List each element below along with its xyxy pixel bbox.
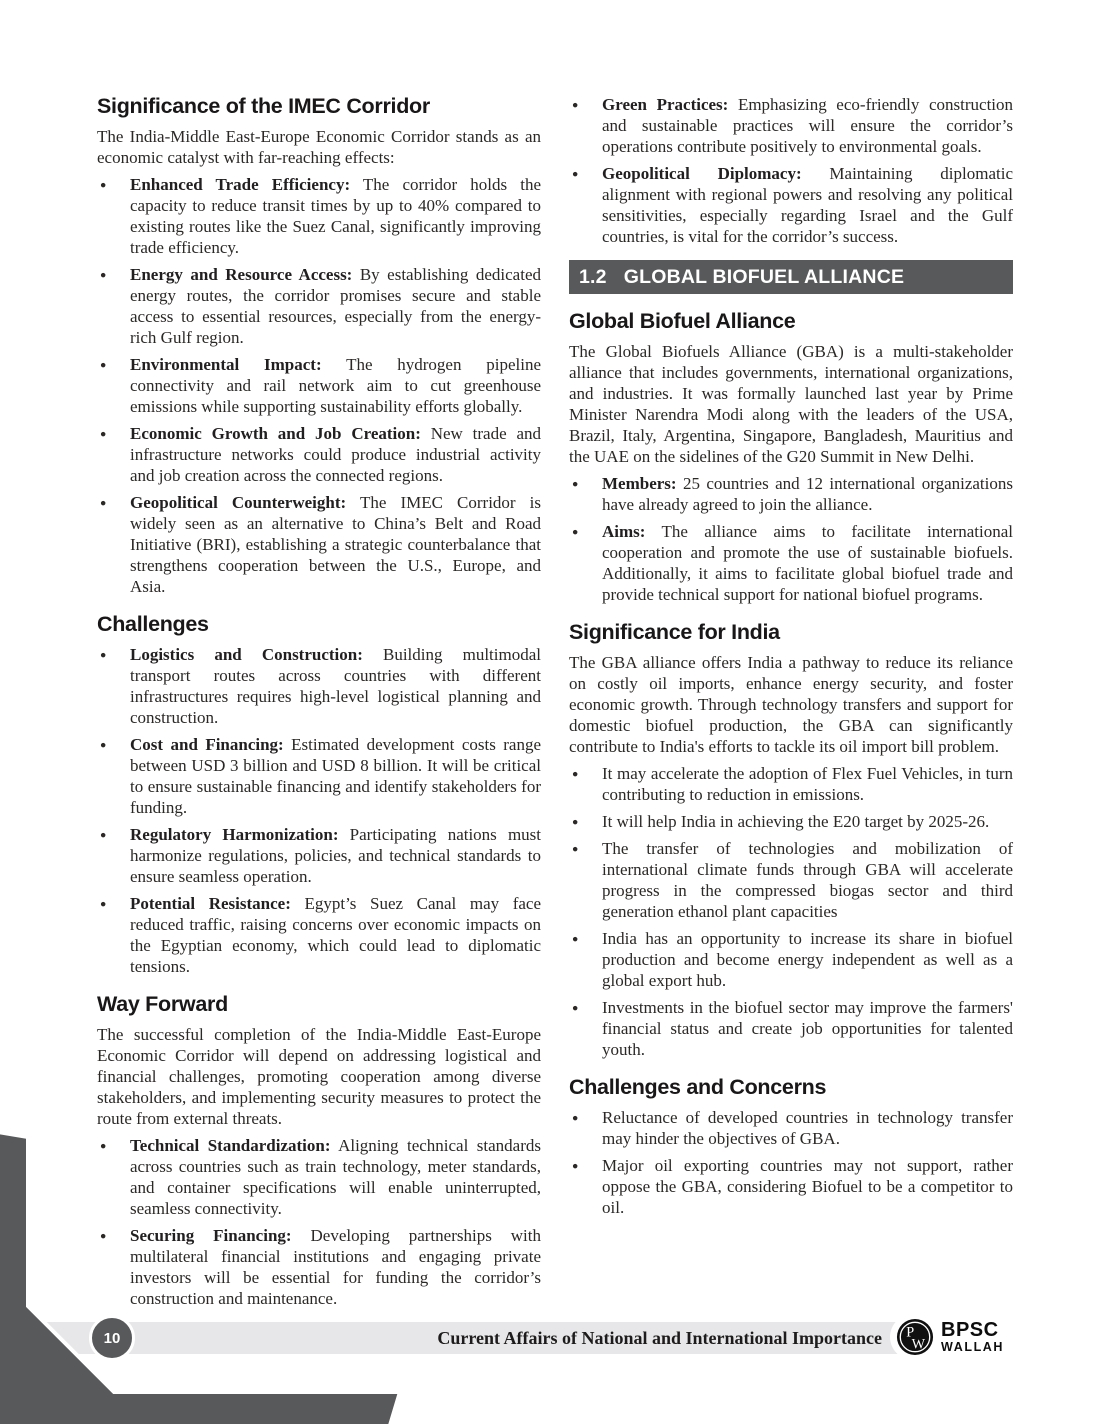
bullet-text: Aligning technical standards across countries such as train technology, meter standards, and container specifications will enable uninterrupted, seamless connectivity. <box>130 1136 541 1218</box>
bullet-text: Emphasizing eco-friendly construction and sustainable practices will ensure the corridor’s operations contribute positively to environmental goals. <box>602 95 1014 156</box>
list-item-logistics-construction <box>97 644 541 728</box>
bullet-icon: ● <box>572 1003 579 1014</box>
bullet-icon: ● <box>100 429 107 440</box>
list-item-environmental-impact <box>97 354 541 417</box>
bullet-icon: ● <box>572 169 579 180</box>
list-item-potential-resistance <box>97 893 541 977</box>
bullet-lead: Energy and Resource Access: <box>130 265 353 284</box>
pw-monogram-icon <box>896 1318 934 1356</box>
concerns-list <box>569 1107 1013 1218</box>
list-item-cost-financing <box>97 734 541 818</box>
bullet-icon: ● <box>572 769 579 780</box>
corner-ribbon-decoration <box>0 1124 410 1424</box>
heading-challenges: Challenges <box>97 612 209 636</box>
section-title: GLOBAL BIOFUEL ALLIANCE <box>623 265 905 288</box>
monogram-letter-p: P <box>906 1324 915 1341</box>
bullet-text: By establishing dedicated energy routes, the corridor promises secure and stable access to essential resources, especially from the energy-rich Gulf region. <box>130 265 541 347</box>
gba-list <box>569 473 1013 605</box>
bullet-lead: Logistics and Construction: <box>130 645 363 664</box>
bullet-text: The IMEC Corridor is widely seen as an alternative to China’s Belt and Road Initiative (BRI), establishing a strategic counterbalance that strengthens cooperation between the U.S., Europe, and Asia. <box>130 493 541 596</box>
challenges-list <box>97 644 541 977</box>
list-item-technology-transfer <box>569 838 1013 922</box>
bullet-lead: Potential Resistance: <box>130 894 291 913</box>
bullet-text: Building multimodal transport routes across countries with different infrastructures requires high-level logistical planning and construction. <box>130 645 541 727</box>
page-number: 10 <box>103 1329 121 1347</box>
bullet-lead: Cost and Financing: <box>130 735 284 754</box>
brand-name <box>941 1320 1004 1354</box>
list-item-oil-exporters <box>569 1155 1013 1218</box>
bullet-lead: Geopolitical Counterweight: <box>130 493 347 512</box>
section-number: 1.2 <box>579 265 607 288</box>
bullet-text: Developing partnerships with multilateral financial institutions and engaging private investors will be essential for funding the corridor’s construction and maintenance. <box>130 1226 541 1308</box>
brand-name-line1: BPSC <box>941 1319 999 1342</box>
list-item-geopolitical-diplomacy <box>569 163 1013 247</box>
bullet-icon: ● <box>100 180 107 191</box>
monogram-letter-w: W <box>911 1336 926 1353</box>
imec-extra-list <box>569 94 1013 247</box>
significance-list <box>97 174 541 597</box>
bullet-icon: ● <box>572 527 579 538</box>
heading-significance-imec: Significance of the IMEC Corridor <box>97 94 430 118</box>
list-item-technology-reluctance <box>569 1107 1013 1149</box>
bullet-icon: ● <box>572 479 579 490</box>
list-item-regulatory-harmonization <box>97 824 541 887</box>
bullet-text: New trade and infrastructure networks could produce industrial activity and job creation across the connected regions. <box>130 424 542 485</box>
imec-intro-paragraph: The India-Middle East-Europe Economic Corridor stands as an economic catalyst with far-reaching effects: <box>97 127 541 167</box>
bullet-lead: Aims: <box>602 522 646 541</box>
brand-name-line2: WALLAH <box>941 1340 1005 1355</box>
bullet-text: The transfer of technologies and mobilization of international climate funds through GBA will accelerate progress in the compressed biogas sector and third generation ethanol plant capacities <box>602 839 1013 921</box>
bullet-icon: ● <box>100 360 107 371</box>
bullet-text: 25 countries and 12 international organizations have already agreed to join the alliance. <box>602 474 1013 514</box>
bullet-icon: ● <box>572 100 579 111</box>
brand-logo <box>890 1314 1028 1360</box>
section-banner-global-biofuel-alliance <box>569 260 1013 294</box>
bullet-icon: ● <box>100 899 107 910</box>
heading-global-biofuel-alliance: Global Biofuel Alliance <box>569 309 796 333</box>
bullet-text: It will help India in achieving the E20 target by 2025-26. <box>602 812 990 831</box>
bullet-text: Reluctance of developed countries in technology transfer may hinder the objectives of GBA. <box>602 1108 1013 1148</box>
gba-paragraph: The Global Biofuels Alliance (GBA) is a multi-stakeholder alliance that includes governments, international organizations, and industries. It was formally launched last year by Prime Minister Narendra Modi along with the leaders of the USA, Brazil, Italy, Argentina, Singapore, Bangladesh, Mauritius and the UAE on the sidelines of the G20 Summit in New Delhi. <box>569 342 1013 466</box>
heading-significance-for-india: Significance for India <box>569 620 780 644</box>
page-number-badge <box>89 1315 135 1361</box>
bullet-text: It may accelerate the adoption of Flex Fuel Vehicles, in turn contributing to reduction in emissions. <box>602 764 1013 804</box>
bullet-icon: ● <box>100 498 107 509</box>
bullet-icon: ● <box>100 1231 107 1242</box>
list-item-flex-fuel <box>569 763 1013 805</box>
bullet-icon: ● <box>100 740 107 751</box>
list-item-members <box>569 473 1013 515</box>
list-item-biofuel-share <box>569 928 1013 991</box>
list-item-green-practices <box>569 94 1013 157</box>
list-item-biofuel-investments <box>569 997 1013 1060</box>
bullet-text: The corridor holds the capacity to reduce transit times by up to 40% compared to existing routes like the Suez Canal, significantly improving trade efficiency. <box>130 175 541 257</box>
bullet-icon: ● <box>100 270 107 281</box>
bullet-text: Maintaining diplomatic alignment with regional powers and resolving any political sensitivities, especially regarding Israel and the Gulf countries, is vital for the corridor’s success. <box>602 164 1013 246</box>
bullet-icon: ● <box>572 1161 579 1172</box>
bullet-lead: Environmental Impact: <box>130 355 322 374</box>
bullet-lead: Enhanced Trade Efficiency: <box>130 175 351 194</box>
bullet-text: India has an opportunity to increase its share in biofuel production and become energy independent as well as a global export hub. <box>602 929 1013 990</box>
bullet-text: Estimated development costs range between USD 3 billion and USD 8 billion. It will be critical to ensure sustainable financing and identify stakeholders for funding. <box>130 735 542 817</box>
list-item-economic-growth-job-creation <box>97 423 541 486</box>
bullet-icon: ● <box>572 817 579 828</box>
heading-way-forward: Way Forward <box>97 992 228 1016</box>
bullet-icon: ● <box>572 844 579 855</box>
bullet-lead: Green Practices: <box>602 95 729 114</box>
bullet-icon: ● <box>572 1113 579 1124</box>
bullet-lead: Regulatory Harmonization: <box>130 825 339 844</box>
list-item-geopolitical-counterweight <box>97 492 541 597</box>
bullet-lead: Members: <box>602 474 677 493</box>
bullet-lead: Securing Financing: <box>130 1226 292 1245</box>
bullet-text: Egypt’s Suez Canal may face reduced traffic, raising concerns over economic impacts on the Egyptian economy, which could lead to diplomatic tensions. <box>130 894 541 976</box>
bullet-icon: ● <box>100 1141 107 1152</box>
list-item-enhanced-trade-efficiency <box>97 174 541 258</box>
bullet-lead: Geopolitical Diplomacy: <box>602 164 802 183</box>
india-benefits-list <box>569 763 1013 1060</box>
list-item-aims <box>569 521 1013 605</box>
bullet-lead: Economic Growth and Job Creation: <box>130 424 421 443</box>
bullet-text: The hydrogen pipeline connectivity and rail network aim to cut greenhouse emissions while supporting sustainability efforts globally. <box>130 355 541 416</box>
india-paragraph: The GBA alliance offers India a pathway to reduce its reliance on costly oil imports, enhance energy security, and foster economic growth. Through technology transfers and support for domestic biofuel production, the GBA can significantly contribute to India's efforts to tackle its oil import bill problem. <box>569 653 1013 756</box>
list-item-energy-resource-access <box>97 264 541 348</box>
way-forward-paragraph: The successful completion of the India-Middle East-Europe Economic Corridor will depend on addressing logistical and financial challenges, promoting cooperation among diverse stakeholders, and implementing security measures to protect the route from external threats. <box>97 1025 541 1128</box>
heading-challenges-and-concerns: Challenges and Concerns <box>569 1075 827 1099</box>
bullet-icon: ● <box>572 934 579 945</box>
bullet-lead: Technical Standardization: <box>130 1136 331 1155</box>
footer-title: Current Affairs of National and International Importance <box>437 1328 882 1348</box>
bullet-text: Investments in the biofuel sector may improve the farmers' financial status and create job opportunities for talented youth. <box>602 998 1013 1059</box>
right-column <box>569 94 1013 1315</box>
bullet-text: Major oil exporting countries may not support, rather oppose the GBA, considering Biofuel to be a competitor to oil. <box>602 1156 1013 1217</box>
bullet-icon: ● <box>100 830 107 841</box>
list-item-e20-target <box>569 811 1013 832</box>
bullet-icon: ● <box>100 650 107 661</box>
bullet-text: The alliance aims to facilitate international cooperation and promote the use of sustainable biofuels. Additionally, it aims to facilitate global biofuel trade and provide technical support for national biofuel programs. <box>602 522 1014 604</box>
bullet-text: Participating nations must harmonize regulations, policies, and technical standards to ensure seamless operation. <box>130 825 542 886</box>
